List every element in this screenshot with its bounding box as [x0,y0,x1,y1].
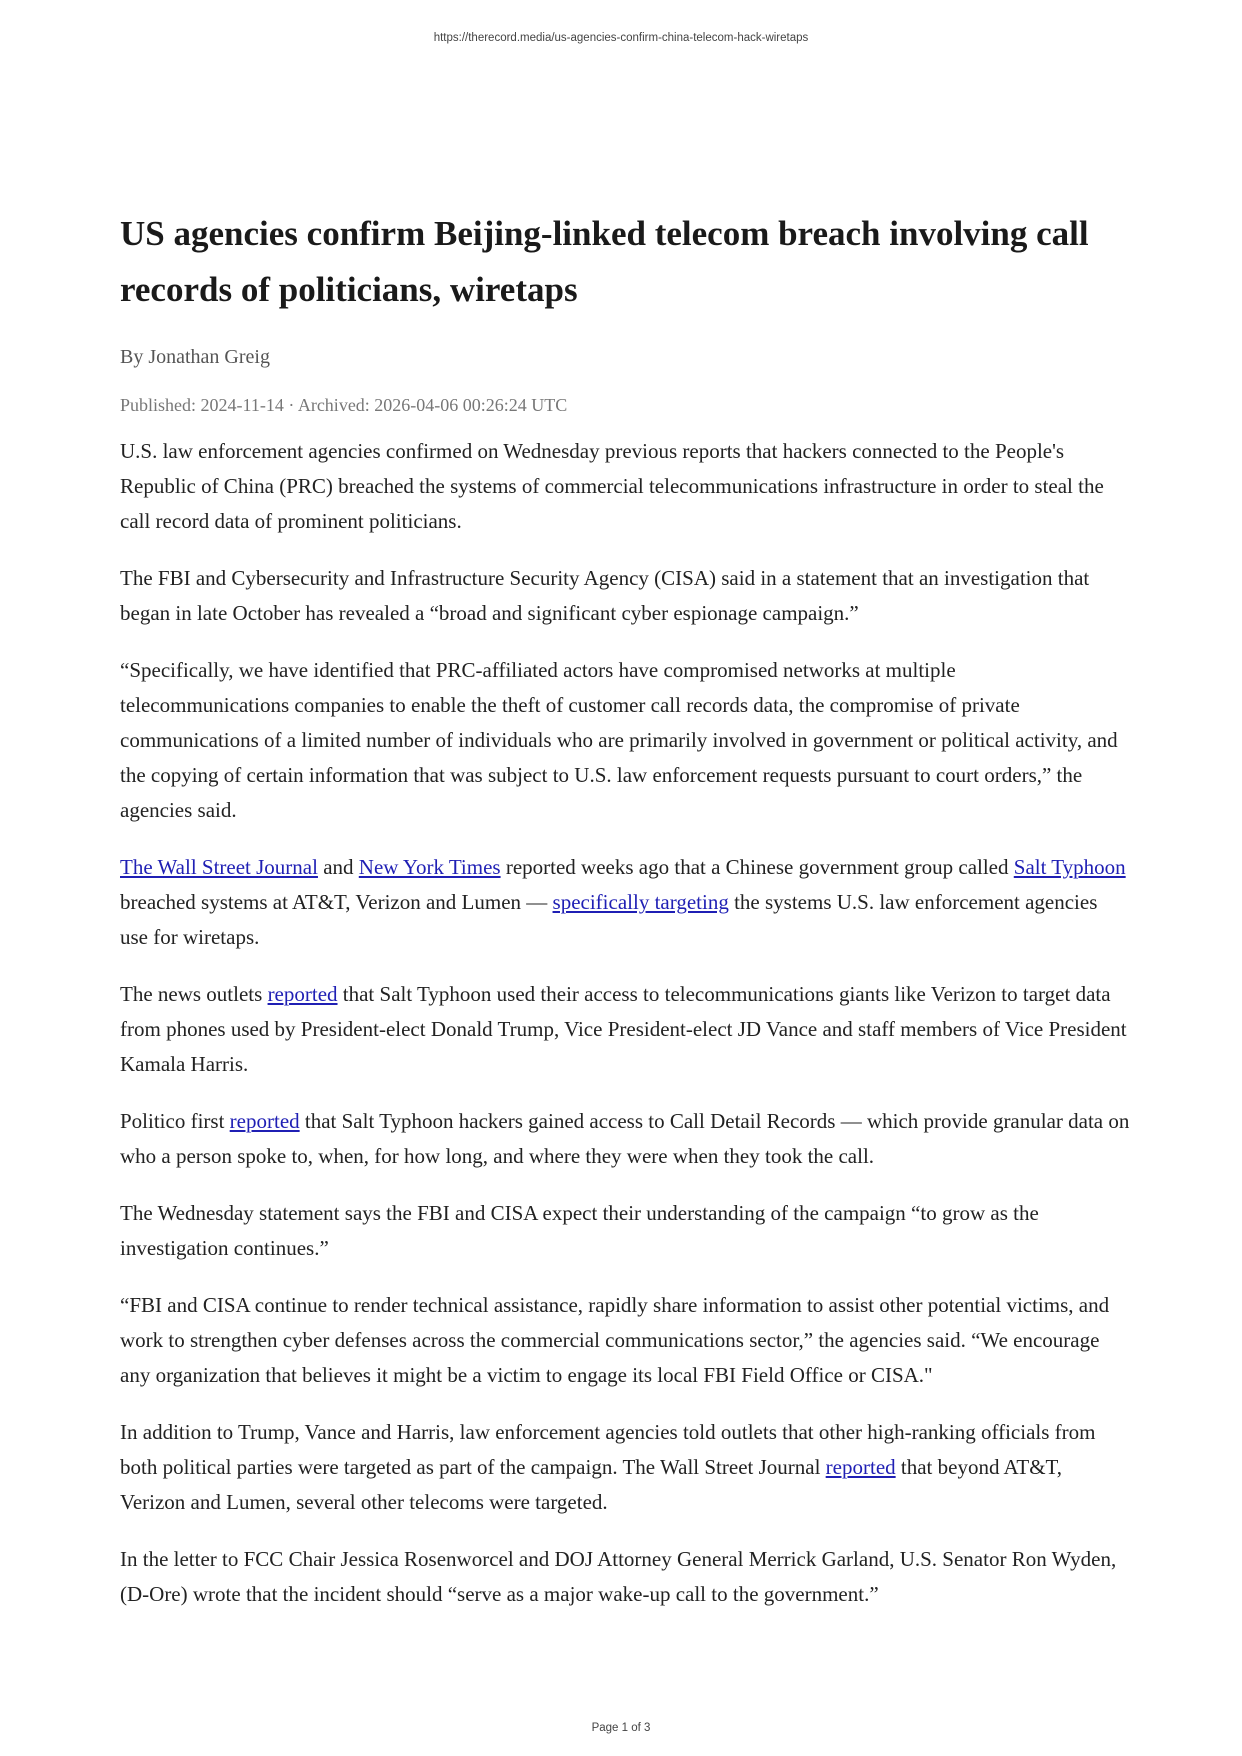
paragraph-10: In the letter to FCC Chair Jessica Rosenworcel and DOJ Attorney General Merrick Garland, U.S. Senator Ron Wyden, (D-Ore) wrote that the incident should “serve as a major wake-up call to the government.” [120,1547,1117,1606]
paragraph-4-text-2: reported weeks ago that a Chinese government group called [500,855,1014,879]
paragraph-2: The FBI and Cybersecurity and Infrastructure Security Agency (CISA) said in a statement that an investigation that began in late October has revealed a “broad and significant cyber espionage campaign.” [120,566,1090,625]
link-wall-street-journal[interactable]: The Wall Street Journal [120,855,318,879]
paragraph-8: “FBI and CISA continue to render technical assistance, rapidly share information to assist other potential victims, and work to strengthen cyber defenses across the commercial communications sector,” the agencies said. “We encourage any organization that believes it might be a victim to engage its local FBI Field Office or CISA." [120,1293,1110,1387]
paragraph-7: The Wednesday statement says the FBI and CISA expect their understanding of the campaign “to grow as the investigation continues.” [120,1201,1039,1260]
paragraph-4-text-4: the systems U.S. law enforcement agencies use for wiretaps. [120,890,1098,949]
paragraph-9-text-2: that beyond AT&T, Verizon and Lumen, several other telecoms were targeted. [120,1455,1063,1514]
paragraph-4 [120,850,1130,955]
paragraph-9 [120,1415,1130,1520]
paragraph-4-text-3: breached systems at AT&T, Verizon and Lumen — [120,890,553,914]
paragraph-5-text-1: The news outlets [120,982,268,1006]
paragraph-3: “Specifically, we have identified that PRC-affiliated actors have compromised networks at multiple telecommunications companies to enable the theft of customer call records data, the compromise of private communications of a limited number of individuals who are primarily involved in government or political activity, and the copying of certain information that was subject to U.S. law enforcement requests pursuant to court orders,” the agencies said. [120,658,1118,822]
link-reported-politico[interactable]: reported [229,1109,300,1133]
page-number: Page 1 of 3 [591,1722,651,1734]
article [120,206,1130,1612]
page-url: https://therecord.media/us-agencies-confirm-china-telecom-hack-wiretaps [433,32,809,44]
link-reported-news-outlets[interactable]: reported [267,982,338,1006]
link-salt-typhoon[interactable]: Salt Typhoon [1013,855,1126,879]
paragraph-5-text-2: that Salt Typhoon used their access to telecommunications giants like Verizon to target data from phones used by President-elect Donald Trump, Vice President-elect JD Vance and staff members of Vice President Kamala Harris. [120,982,1127,1076]
paragraph-5 [120,977,1130,1082]
paragraph-4-text-1: and [317,855,359,879]
paragraph-6-text-1: Politico first [120,1109,230,1133]
byline: By Jonathan Greig [120,346,270,368]
paragraph-1: U.S. law enforcement agencies confirmed on Wednesday previous reports that hackers connected to the People's Republic of China (PRC) breached the systems of commercial telecommunications infrastructure in order to steal the call record data of prominent politicians. [120,439,1104,533]
paragraph-6-text-2: that Salt Typhoon hackers gained access to Call Detail Records — which provide granular data on who a person spoke to, when, for how long, and where they were when they took the call. [120,1109,1130,1168]
paragraph-6 [120,1104,1130,1174]
paragraph-9-text-1: In addition to Trump, Vance and Harris, law enforcement agencies told outlets that other high-ranking officials from both political parties were targeted as part of the campaign. The Wall Street Journal [120,1420,1096,1479]
publish-meta: Published: 2024-11-14 · Archived: 2026-04-06 00:26:24 UTC [120,395,568,415]
article-title: US agencies confirm Beijing-linked telecom breach involving call records of politicians, wiretaps [120,214,1089,309]
link-reported-wsj[interactable]: reported [825,1455,896,1479]
link-new-york-times[interactable]: New York Times [358,855,501,879]
link-specifically-targeting[interactable]: specifically targeting [552,890,729,914]
